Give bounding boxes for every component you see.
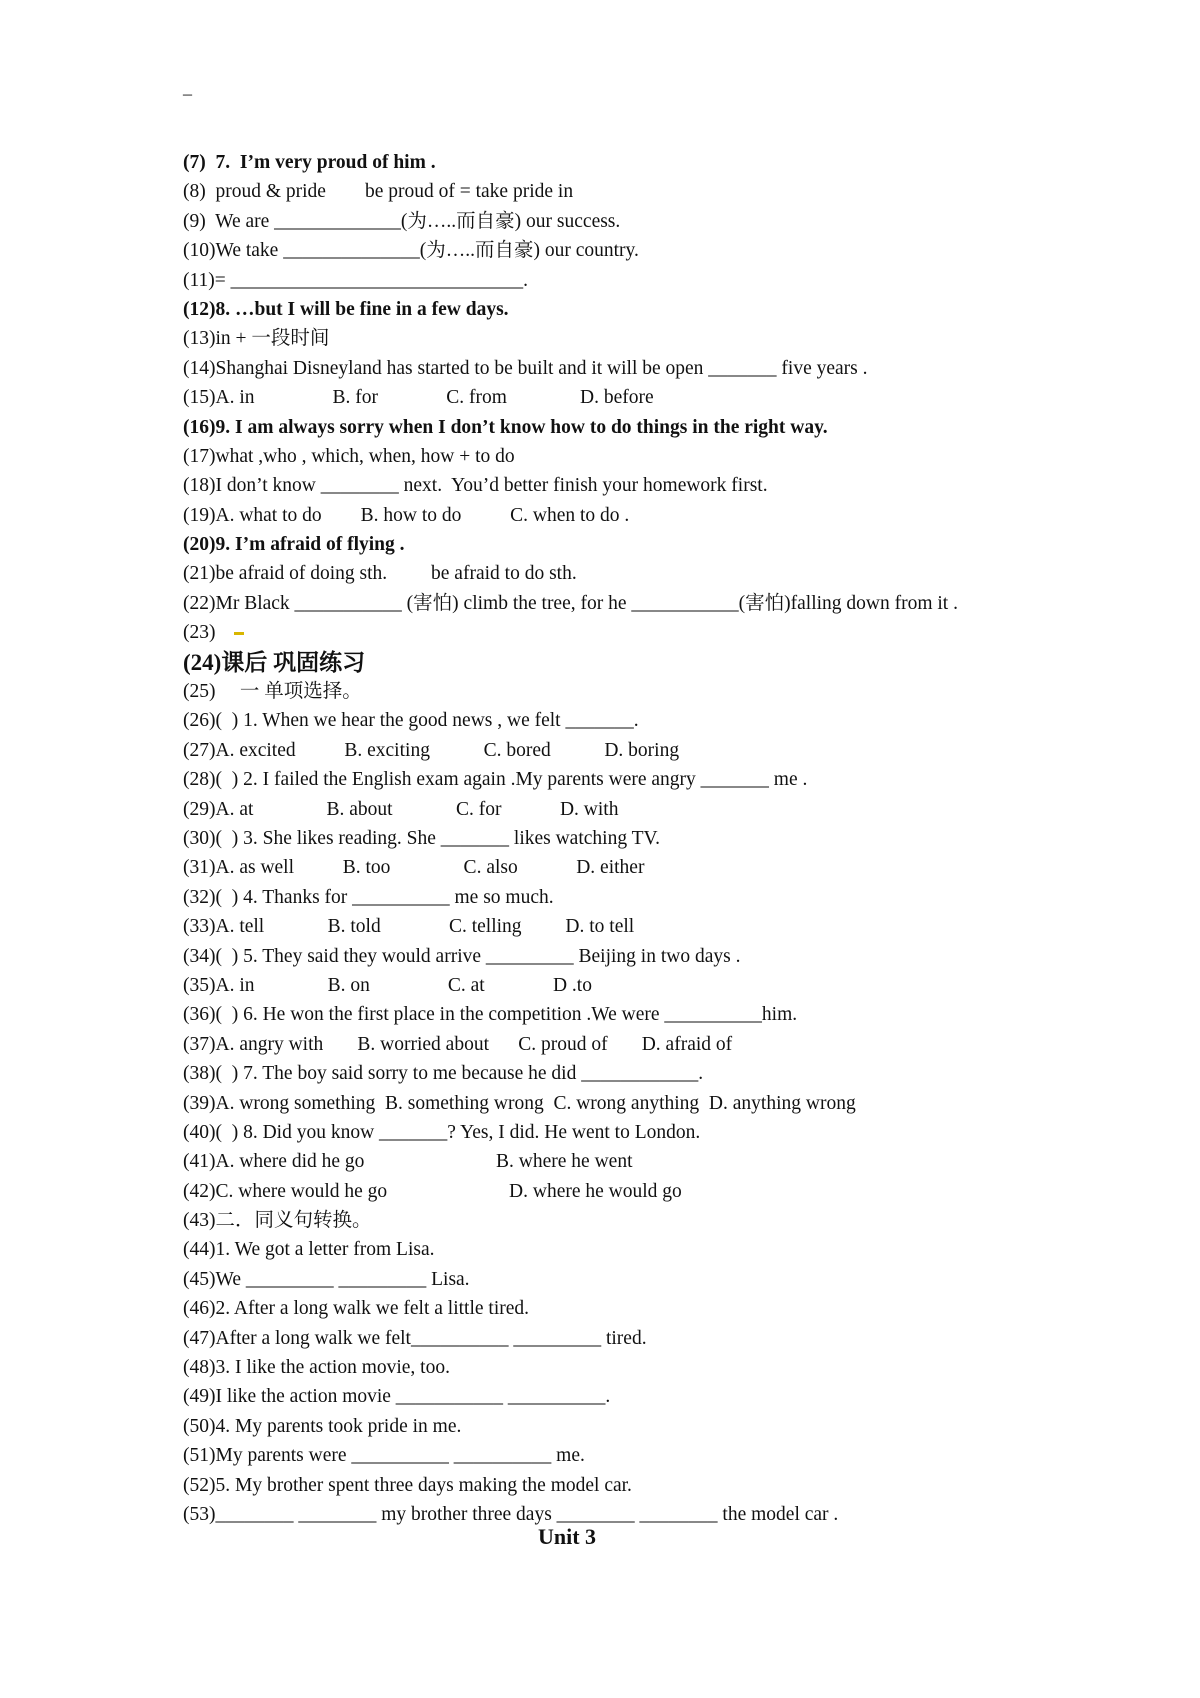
document-line: (39)A. wrong something B. something wrong C. wrong anything D. anything wrong: [183, 1092, 856, 1114]
document-line: (34)( ) 5. They said they would arrive _________ Beijing in two days .: [183, 945, 741, 967]
document-line: (26)( ) 1. When we hear the good news , we felt _______.: [183, 710, 639, 732]
document-line: (31)A. as well B. too C. also D. either: [183, 857, 645, 879]
highlight-mark: [234, 632, 244, 635]
document-line: (51)My parents were __________ __________ me.: [183, 1445, 585, 1467]
document-line: (17)what ,who , which, when, how + to do: [183, 445, 515, 467]
document-line: (48)3. I like the action movie, too.: [183, 1357, 450, 1379]
document-line: (25) 一 单项选择。: [183, 681, 362, 703]
document-line: [183, 618, 1083, 647]
document-line: (43)二．同义句转换。: [183, 1210, 372, 1232]
document-line: (32)( ) 4. Thanks for __________ me so much.: [183, 886, 554, 908]
document-line: (44)1. We got a letter from Lisa.: [183, 1239, 435, 1261]
document-line: (14)Shanghai Disneyland has started to be built and it will be open _______ five years .: [183, 357, 868, 379]
document-line: (40)( ) 8. Did you know _______? Yes, I did. He went to London.: [183, 1121, 701, 1143]
document-line: (33)A. tell B. told C. telling D. to tell: [183, 916, 635, 938]
document-line: (11)= ______________________________.: [183, 269, 529, 291]
document-line: (28)( ) 2. I failed the English exam again .My parents were angry _______ me .: [183, 769, 808, 791]
document-line: (18)I don’t know ________ next. You’d better finish your homework first.: [183, 475, 768, 497]
document-line: (47)After a long walk we felt__________ _________ tired.: [183, 1327, 647, 1349]
document-line: (30)( ) 3. She likes reading. She _______ likes watching TV.: [183, 827, 660, 849]
document-line: (10)We take ______________(为…..而自豪) our country.: [183, 240, 639, 262]
document-line: (53)________ ________ my brother three days ________ ________ the model car .: [183, 1503, 839, 1525]
unit-title: Unit 3: [537, 1524, 597, 1549]
document-line: (50)4. My parents took pride in me.: [183, 1415, 462, 1437]
document-line: (37)A. angry with B. worried about C. proud of D. afraid of: [183, 1033, 733, 1055]
document-line: (8) proud & pride be proud of = take pride in: [183, 181, 574, 203]
document-line: (36)( ) 6. He won the first place in the competition .We were __________him.: [183, 1004, 798, 1026]
header-mark: _: [183, 77, 192, 97]
document-line: (12)8. …but I will be fine in a few days.: [183, 298, 509, 320]
document-line: (27)A. excited B. exciting C. bored D. boring: [183, 739, 680, 761]
document-line: (21)be afraid of doing sth. be afraid to do sth.: [183, 563, 577, 585]
document-line: (45)We _________ _________ Lisa.: [183, 1268, 470, 1290]
document-line: (20)9. I’m afraid of flying .: [183, 534, 405, 556]
document-line: (35)A. in B. on C. at D .to: [183, 974, 592, 996]
document-line: (15)A. in B. for C. from D. before: [183, 387, 654, 409]
document-body: [183, 148, 1083, 1529]
document-line-number: (23): [183, 622, 216, 644]
document-line: (41)A. where did he go B. where he went: [183, 1151, 633, 1173]
document-line: (13)in + 一段时间: [183, 328, 330, 350]
document-line: (22)Mr Black ___________ (害怕) climb the tree, for he ___________(害怕)falling down from it .: [183, 592, 958, 614]
document-line: (16)9. I am always sorry when I don’t know how to do things in the right way.: [183, 416, 828, 438]
document-line: (19)A. what to do B. how to do C. when to do .: [183, 504, 630, 526]
document-line: (29)A. at B. about C. for D. with: [183, 798, 619, 820]
document-line: (9) We are _____________(为…..而自豪) our success.: [183, 210, 621, 232]
document-line: (42)C. where would he go D. where he would go: [183, 1180, 682, 1202]
document-line: (38)( ) 7. The boy said sorry to me because he did ____________.: [183, 1063, 704, 1085]
document-line: (7) 7. I’m very proud of him .: [183, 152, 436, 173]
document-line: (46)2. After a long walk we felt a little tired.: [183, 1298, 530, 1320]
document-line: (24)课后 巩固练习: [183, 649, 366, 675]
document-line: (52)5. My brother spent three days making the model car.: [183, 1474, 632, 1496]
document-line: (49)I like the action movie ___________ __________.: [183, 1386, 611, 1408]
